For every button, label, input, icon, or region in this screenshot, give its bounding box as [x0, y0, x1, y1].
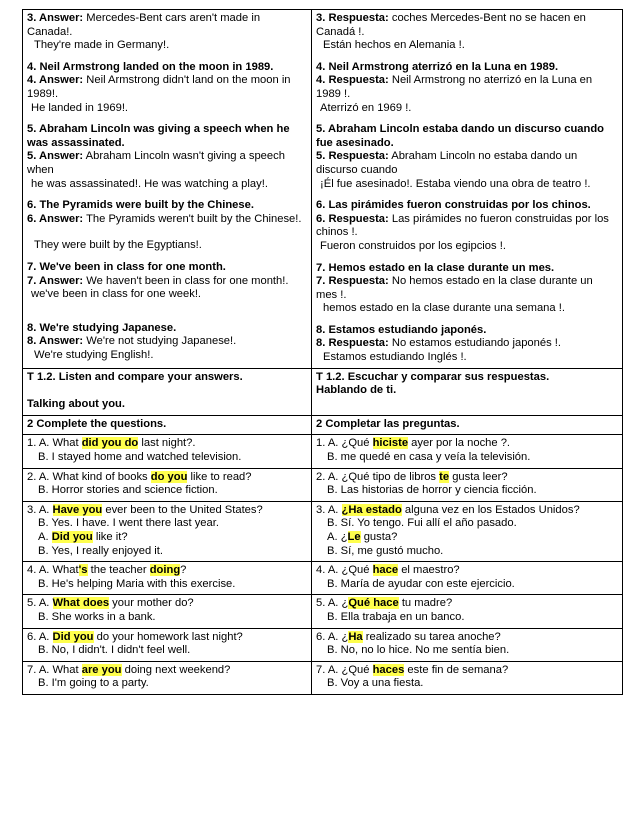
question-text: el maestro?: [398, 564, 460, 577]
answer-text: B. Yes, I really enjoyed it.: [38, 544, 164, 557]
answer-label: 6. Respuesta:: [316, 212, 389, 225]
question-text: ?: [180, 564, 187, 577]
statement-8: 8. Estamos estudiando japonés.: [316, 323, 487, 336]
answer-text: B. No, no lo hice. No me sentía bien.: [327, 644, 510, 657]
question-es: [312, 435, 623, 468]
answer-text: B. She works in a bank.: [38, 610, 156, 623]
answer-correction: He landed in 1969!.: [31, 101, 129, 114]
statement-6: 6. The Pyramids were built by the Chinese.: [27, 199, 254, 212]
answer-4: [27, 74, 305, 101]
question-row-4: [23, 562, 623, 595]
answer-label: 5. Answer:: [27, 150, 84, 163]
question-es: [312, 501, 623, 561]
question-text: like to read?: [187, 470, 252, 483]
question-en: [23, 562, 312, 595]
answer-text: B. Horror stories and science fiction.: [38, 484, 218, 497]
question-text: 7. A. ¿Qué: [316, 663, 373, 676]
heading-row: [23, 368, 623, 415]
question-text: your mother do?: [109, 597, 194, 610]
question-text: 4. A. ¿Qué: [316, 564, 373, 577]
answer-label: 8. Respuesta:: [316, 337, 389, 350]
answer-label: 8. Answer:: [27, 335, 84, 348]
answer-correction: Están hechos en Alemania !.: [323, 39, 465, 52]
answer-5: [27, 150, 305, 177]
question-es: [312, 468, 623, 501]
highlight: doing: [149, 564, 181, 577]
answer-text: Mercedes-Bent cars aren't made in Canada!.: [27, 12, 261, 38]
answers-es: [312, 10, 623, 369]
question-text: last night?.: [138, 437, 196, 450]
bilingual-table: [22, 9, 623, 695]
answer-text: Las pirámides no fueron construidas por los chinos !.: [316, 212, 609, 239]
question-text: 6. A.: [27, 630, 53, 643]
answer-text: Neil Armstrong didn't land on the moon in 1989!.: [27, 74, 291, 100]
answer-text: B. I stayed home and watched television.: [38, 451, 242, 464]
question-es: [312, 628, 623, 661]
answer-text: B. No, I didn't. I didn't feel well.: [38, 644, 191, 657]
question-en: [23, 628, 312, 661]
highlight: 's: [78, 564, 88, 577]
highlight: haces: [372, 663, 405, 676]
question-text: 4. A. What: [27, 564, 79, 577]
answer-text: coches Mercedes-Bent no se hacen en Canadá !.: [316, 12, 586, 38]
answer-text: No hemos estado en la clase durante un mes !.: [316, 275, 593, 301]
question-en: [23, 501, 312, 561]
statement-4: 4. Neil Armstrong landed on the moon in 1989.: [27, 60, 274, 73]
heading-es: [312, 368, 623, 415]
answer-3: [316, 12, 616, 39]
answer-correction: Estamos estudiando Inglés !.: [323, 351, 467, 364]
question-text: 5. A.: [27, 597, 53, 610]
complete-en: 2 Complete the questions.: [23, 415, 312, 435]
answer-correction: We're studying English!.: [34, 348, 154, 361]
section-title: T 1.2. Escuchar y comparar sus respuestas.: [316, 370, 550, 383]
question-text: ¿: [340, 531, 348, 543]
answer-text: B. me quedé en casa y veía la televisión.: [327, 451, 531, 464]
answer-8: [316, 337, 616, 351]
answer-3: [27, 12, 305, 39]
statement-6: 6. Las pirámides fueron construidas por los chinos.: [316, 199, 591, 212]
question-text: realizado su tarea anoche?: [362, 630, 501, 643]
question-text: 7. A. What: [27, 663, 82, 676]
statement-5: 5. Abraham Lincoln was giving a speech when he was assassinated.: [27, 123, 290, 149]
answer-label: 7. Respuesta:: [316, 275, 389, 288]
question-text: 1. A. What: [27, 437, 82, 450]
answer-7: [27, 275, 305, 289]
answer-correction: he was assassinated!. He was watching a play!.: [31, 177, 268, 190]
highlight: are you: [81, 663, 122, 676]
question-text: alguna vez en los Estados Unidos?: [401, 503, 580, 516]
answer-label: 6. Answer:: [27, 212, 84, 225]
answer-4: [316, 74, 616, 101]
highlight: did you do: [81, 437, 139, 450]
highlight: te: [439, 470, 450, 483]
highlight: hace: [372, 564, 399, 577]
answer-text: The Pyramids weren't built by the Chinese!.: [83, 212, 302, 225]
highlight: What does: [52, 597, 110, 610]
question-row-7: [23, 661, 623, 694]
highlight: hiciste: [372, 437, 409, 450]
answer-text: We're not studying Japanese!.: [83, 335, 237, 348]
highlight: Did you: [52, 630, 94, 643]
question-text: 3. A.: [316, 503, 342, 516]
answer-6: [316, 213, 616, 240]
statement-4: 4. Neil Armstrong aterrizó en la Luna en 1989.: [316, 60, 559, 73]
question-text: 6. A.: [316, 630, 342, 643]
question-row-2: [23, 468, 623, 501]
question-en: [23, 468, 312, 501]
question-text: doing next weekend?: [121, 663, 231, 676]
answer-text: B. Sí. Yo tengo. Fui allí el año pasado.: [327, 517, 517, 530]
heading-en: [23, 368, 312, 415]
highlight: Le: [347, 531, 361, 543]
question-en: [23, 435, 312, 468]
answer-correction: hemos estado en la clase durante una semana !.: [323, 302, 565, 315]
answer-text: Neil Armstrong no aterrizó en la Luna en 1989 !.: [316, 74, 593, 100]
question-text: ever been to the United States?: [102, 503, 263, 516]
answer-text: B. I'm going to a party.: [38, 677, 149, 690]
answer-7: [316, 275, 616, 302]
question-text: like it?: [92, 531, 128, 543]
answer-text: B. Sí, me gustó mucho.: [327, 544, 444, 557]
answer-text: B. Las historias de horror y ciencia ficción.: [327, 484, 537, 497]
question-text: ayer por la noche ?.: [408, 437, 511, 450]
question-row-3: [23, 501, 623, 561]
question-text: the teacher: [87, 564, 150, 577]
highlight: Ha: [348, 630, 363, 643]
question-row-5: [23, 595, 623, 628]
answers-row: [23, 10, 623, 369]
question-es: [312, 595, 623, 628]
answer-label: 3. Respuesta:: [316, 12, 389, 24]
answer-text: B. Voy a una fiesta.: [327, 677, 424, 690]
statement-5: 5. Abraham Lincoln estaba dando un discurso cuando fue asesinado.: [316, 123, 605, 149]
answer-8: [27, 335, 305, 349]
answer-text: No estamos estudiando japonés !.: [388, 337, 562, 350]
answer-text: B. Yes. I have. I went there last year.: [38, 517, 219, 530]
section-subtitle: Talking about you.: [27, 398, 125, 411]
section-title: T 1.2. Listen and compare your answers.: [27, 370, 243, 383]
highlight: do you: [150, 470, 188, 483]
question-text: 1. A. ¿Qué: [316, 437, 373, 450]
question-row-1: [23, 435, 623, 468]
highlight: ¿Ha estado: [341, 503, 402, 516]
answer-correction: They're made in Germany!.: [34, 39, 170, 52]
question-es: [312, 562, 623, 595]
answer-correction: They were built by the Egyptians!.: [34, 239, 202, 252]
statement-7: 7. We've been in class for one month.: [27, 260, 226, 273]
question-text: este fin de semana?: [404, 663, 509, 676]
answer-correction: Fueron construidos por los egipcios !.: [320, 239, 506, 252]
answer-correction: ¡Él fue asesinado!. Estaba viendo una obra de teatro !.: [320, 177, 591, 190]
complete-row: [23, 415, 623, 435]
question-es: [312, 661, 623, 694]
answer-text: B. María de ayudar con este ejercicio.: [327, 577, 515, 590]
answer-label: 5. Respuesta:: [316, 150, 389, 163]
question-text: gusta?: [360, 531, 398, 543]
question-en: [23, 595, 312, 628]
question-text: 2. A. What kind of books: [27, 470, 151, 483]
highlight: Have you: [52, 503, 103, 516]
question-row-6: [23, 628, 623, 661]
answer-label: 4. Answer:: [27, 74, 84, 87]
question-text: A.: [38, 531, 52, 543]
question-text: ¿: [341, 630, 349, 643]
answer-text: We haven't been in class for one month!.: [83, 274, 289, 287]
answer-correction: we've been in class for one week!.: [31, 288, 202, 301]
question-text: gusta leer?: [449, 470, 508, 483]
question-en: [23, 661, 312, 694]
complete-es: 2 Completar las preguntas.: [312, 415, 623, 435]
answer-correction: Aterrizó en 1969 !.: [320, 101, 412, 114]
answer-text: B. Ella trabaja en un banco.: [327, 610, 465, 623]
answer-text: Abraham Lincoln wasn't giving a speech when: [27, 150, 285, 176]
answer-label: 7. Answer:: [27, 274, 84, 287]
answer-label: 3. Answer:: [27, 12, 84, 24]
section-subtitle: Hablando de ti.: [316, 384, 397, 397]
question-text: ¿: [341, 597, 349, 610]
answer-6: [27, 213, 305, 227]
question-text: 3. A.: [27, 503, 53, 516]
statement-7: 7. Hemos estado en la clase durante un mes.: [316, 261, 555, 274]
answers-en: [23, 10, 312, 369]
highlight: Did you: [51, 531, 93, 543]
question-text: 5. A.: [316, 597, 342, 610]
answer-text: Abraham Lincoln no estaba dando un discurso cuando: [316, 150, 578, 176]
highlight: Qué hace: [348, 597, 399, 610]
question-text: 2. A. ¿Qué tipo de libros: [316, 470, 440, 483]
answer-label: 4. Respuesta:: [316, 74, 389, 87]
question-text: do your homework last night?: [93, 630, 243, 643]
answer-text: B. He's helping Maria with this exercise.: [38, 577, 236, 590]
question-text: A.: [327, 531, 341, 543]
statement-8: 8. We're studying Japanese.: [27, 321, 177, 334]
question-text: tu madre?: [398, 597, 453, 610]
answer-5: [316, 150, 616, 177]
